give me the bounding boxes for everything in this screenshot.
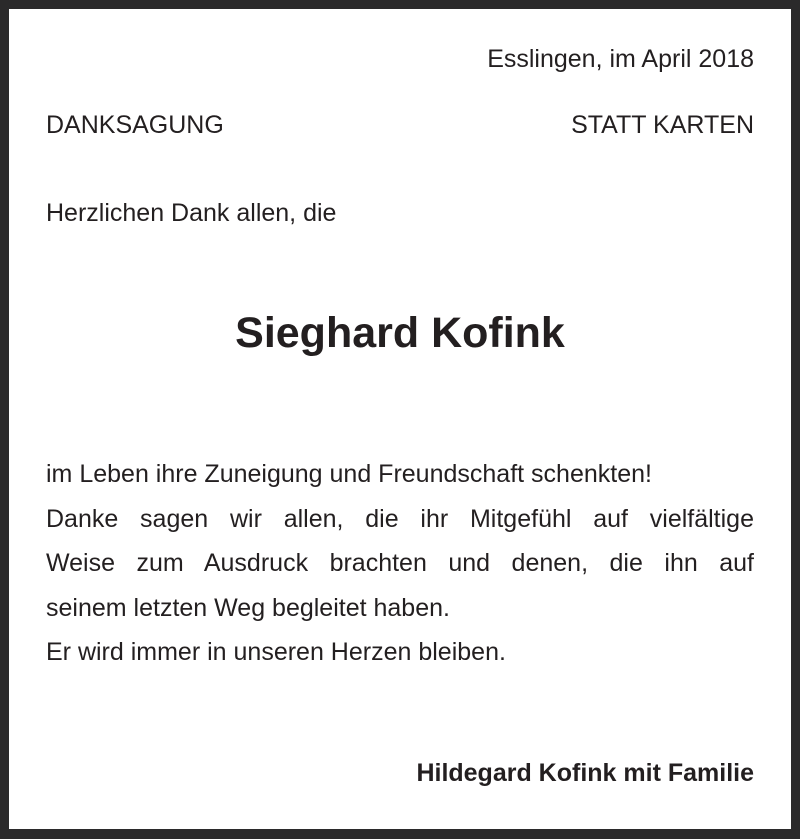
heading-danksagung: DANKSAGUNG: [46, 111, 224, 139]
notice-card: [9, 9, 791, 829]
heading-statt-karten: STATT KARTEN: [571, 111, 754, 139]
place-date: Esslingen, im April 2018: [487, 45, 754, 73]
deceased-name: Sieghard Kofink: [235, 309, 565, 357]
intro-text: Herzlichen Dank allen, die: [46, 199, 337, 227]
body-line: seinem letzten Weg begleitet haben.: [46, 593, 450, 622]
body-line: Danke sagen wir allen, die ihr Mitgefühl auf vielfältige: [46, 504, 754, 533]
body-line: Er wird immer in unseren Herzen bleiben.: [46, 638, 506, 666]
body-line: im Leben ihre Zuneigung und Freundschaft schenkten!: [46, 460, 652, 488]
body-line: Weise zum Ausdruck brachten und denen, die ihn auf: [46, 549, 754, 577]
signature: Hildegard Kofink mit Familie: [416, 759, 754, 787]
body-text: [46, 452, 754, 675]
